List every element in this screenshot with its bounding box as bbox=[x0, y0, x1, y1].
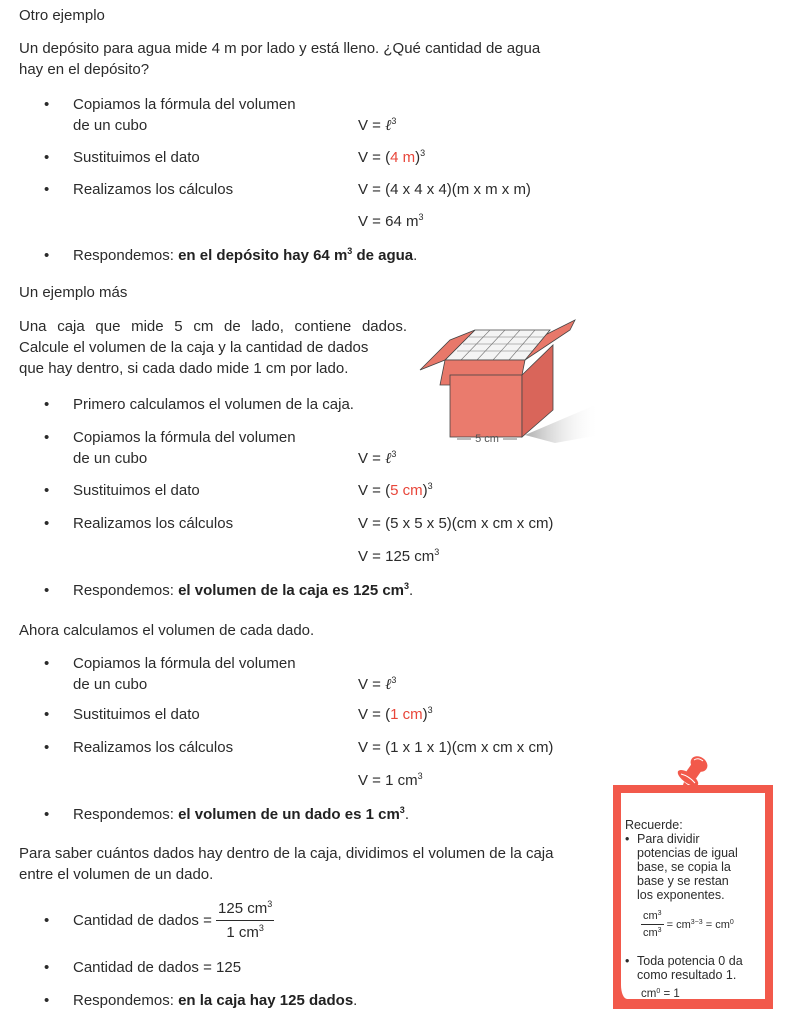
reminder-note-body bbox=[621, 793, 765, 999]
note-title: Recuerde: bbox=[625, 818, 683, 832]
open-box-illustration bbox=[415, 315, 600, 450]
dice-grid bbox=[445, 330, 550, 360]
formula: V = (4 m)$^3$ bbox=[358, 148, 426, 166]
section-intro: Ahora calculamos el volumen de cada dado. bbox=[19, 622, 315, 639]
bullet: • bbox=[44, 655, 50, 672]
formula: V = (5 cm)$^3$ bbox=[358, 481, 433, 499]
formula: V = ℓ$^3$ bbox=[358, 449, 397, 467]
step-quantity-fraction bbox=[0, 898, 600, 944]
note-bullet-text: Para dividir potencias de igual base, se copia la base y se restan los exponentes. bbox=[637, 832, 738, 902]
step-label: de un cubo bbox=[73, 450, 148, 467]
problem-text: hay en el depósito? bbox=[19, 61, 150, 78]
note-final-equation: $cm^0 = 1$ bbox=[641, 988, 680, 1000]
fraction: $\frac{cm^3}{cm^3}$ bbox=[643, 910, 662, 939]
step-label: Realizamos los cálculos bbox=[73, 515, 234, 532]
bullet: • bbox=[44, 482, 50, 499]
result-formula: V = 64 $m^3$ bbox=[358, 212, 424, 230]
step-label: Realizamos los cálculos bbox=[73, 739, 234, 756]
problem-text: que hay dentro, si cada dado mide 1 cm por lado. bbox=[19, 360, 349, 377]
formula: V = ℓ$^3$ bbox=[358, 675, 397, 693]
bullet: • bbox=[44, 247, 50, 264]
bullet: • bbox=[44, 149, 50, 166]
box-front-face bbox=[450, 375, 522, 437]
result-formula: V = 1 $cm^3$ bbox=[358, 771, 423, 789]
result-formula: V = 125 $cm^3$ bbox=[358, 547, 440, 565]
bullet: • bbox=[44, 96, 50, 113]
bullet: • bbox=[44, 739, 50, 756]
note-equation: $\frac{cm^3}{cm^3}$ = $cm^{3-3} = cm^0$ bbox=[643, 910, 734, 939]
bullet: • bbox=[44, 806, 50, 823]
formula: V = (1 cm)$^3$ bbox=[358, 705, 433, 723]
step-label: Cantidad de dados = 125 bbox=[73, 959, 242, 976]
formula: V = (1 x 1 x 1)(cm x cm x cm) bbox=[358, 739, 554, 756]
step-label: de un cubo bbox=[73, 676, 148, 693]
step-label: Realizamos los cálculos bbox=[73, 181, 234, 198]
step-label: de un cubo bbox=[73, 117, 148, 134]
bullet: • bbox=[44, 992, 50, 1009]
section-intro: Para saber cuántos dados hay dentro de la caja, dividimos el volumen de la caja bbox=[19, 845, 554, 862]
bullet: • bbox=[44, 515, 50, 532]
fraction: $\frac{125 cm^3}{1 cm^3}$ bbox=[218, 899, 273, 941]
step-label: Primero calculamos el volumen de la caja. bbox=[73, 396, 354, 413]
step-label: Sustituimos el dato bbox=[73, 706, 200, 723]
bullet: • bbox=[44, 429, 50, 446]
box-side-label: 5 cm bbox=[475, 433, 499, 445]
bullet: • bbox=[44, 396, 50, 413]
problem-text: Calcule el volumen de la caja y la cantidad de dados bbox=[19, 339, 369, 356]
bullet: • bbox=[44, 181, 50, 198]
section-heading: Un ejemplo más bbox=[19, 284, 128, 301]
section-heading: Otro ejemplo bbox=[19, 7, 105, 24]
step-label: Copiamos la fórmula del volumen bbox=[73, 655, 296, 672]
step-label: Sustituimos el dato bbox=[73, 149, 200, 166]
formula: V = (5 x 5 x 5)(cm x cm x cm) bbox=[358, 515, 554, 532]
formula: V = ℓ$^3$ bbox=[358, 116, 397, 134]
problem-text: Un depósito para agua mide 4 m por lado y está lleno. ¿Qué cantidad de agua bbox=[19, 40, 541, 57]
bullet: • bbox=[625, 954, 630, 968]
section-intro: entre el volumen de un dado. bbox=[19, 866, 214, 883]
reminder-note bbox=[613, 785, 773, 1009]
problem-text: Una caja que mide 5 cm de lado, contiene dados. bbox=[19, 318, 407, 335]
formula: V = (4 x 4 x 4)(m x m x m) bbox=[358, 181, 531, 198]
step-label: Sustituimos el dato bbox=[73, 482, 200, 499]
bullet: • bbox=[44, 912, 50, 929]
note-bullet-text: Toda potencia 0 da como resultado 1. bbox=[637, 954, 743, 982]
fraction-expression: Cantidad de dados = $\frac{125 cm^3}{1 cm^3}$ bbox=[73, 899, 273, 941]
bullet: • bbox=[625, 832, 630, 846]
bullet: • bbox=[44, 706, 50, 723]
bullet: • bbox=[44, 959, 50, 976]
bullet: • bbox=[44, 582, 50, 599]
step-label: Copiamos la fórmula del volumen bbox=[73, 96, 296, 113]
step-label: Copiamos la fórmula del volumen bbox=[73, 429, 296, 446]
